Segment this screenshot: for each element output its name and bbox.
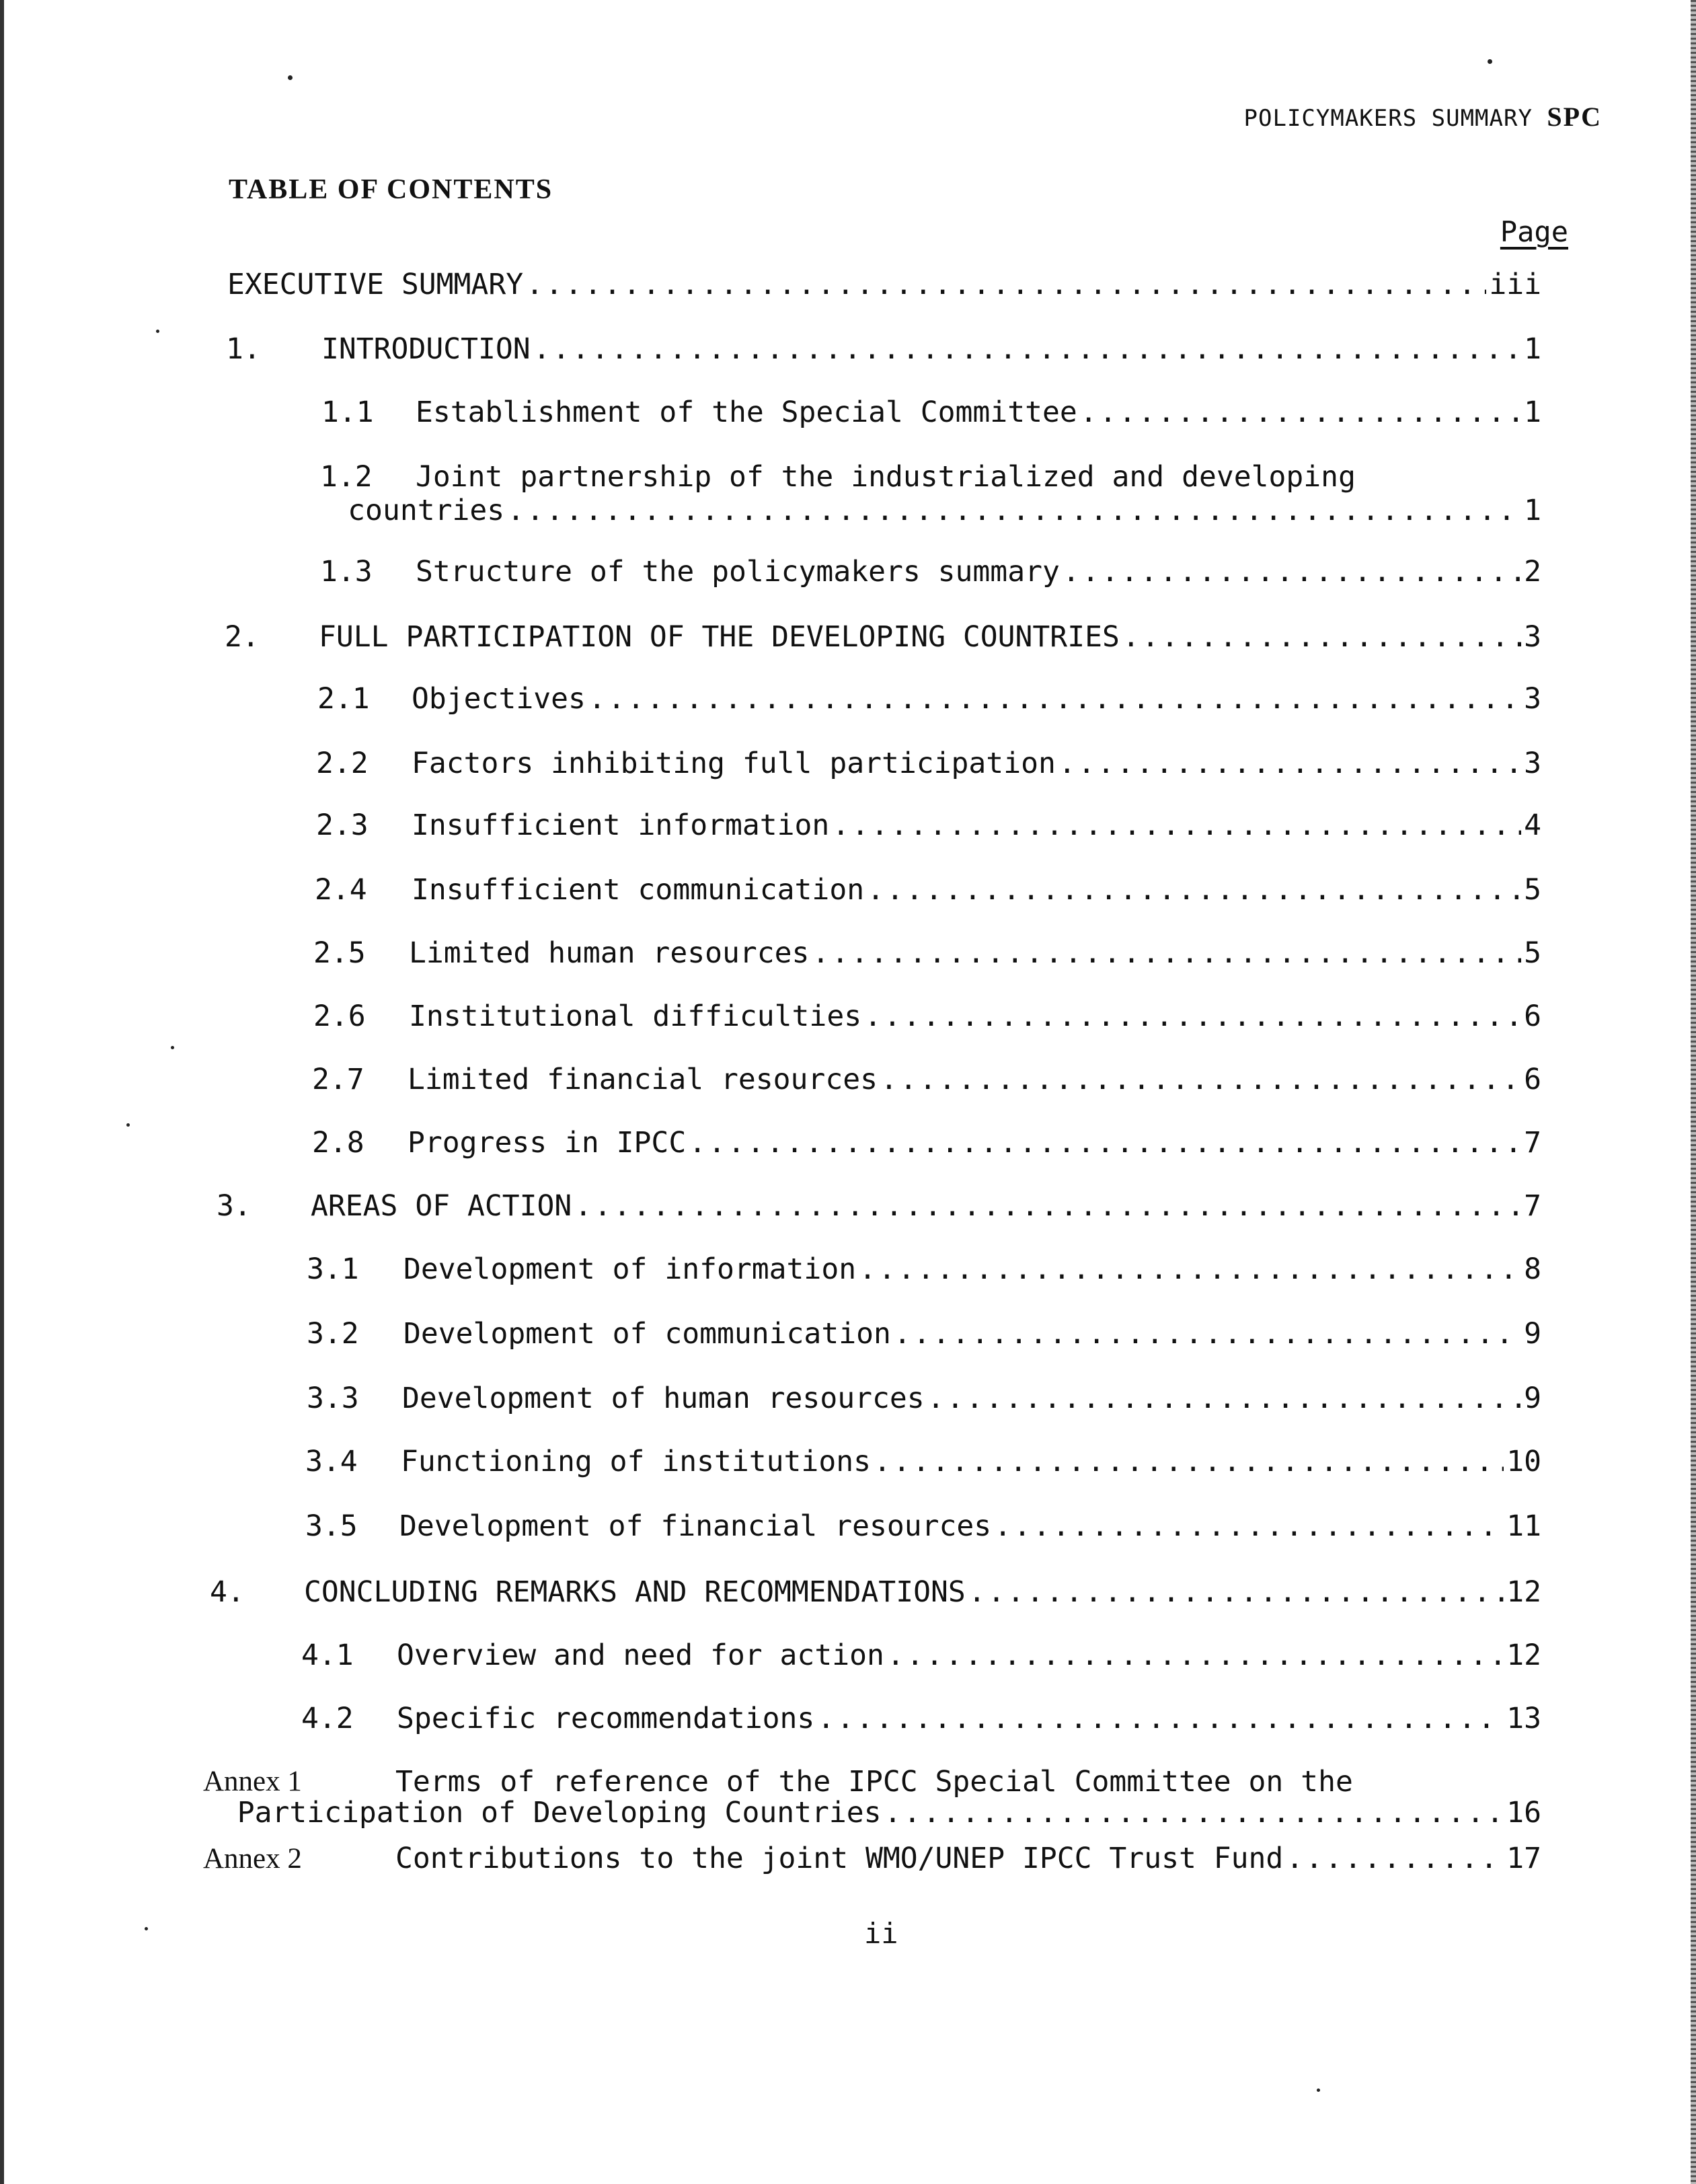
toc-entry-number: 4.1 [301,1639,354,1672]
scan-speck [145,1927,148,1930]
toc-entry-text: Factors inhibiting full participation [412,747,1056,780]
toc-entry-number: 3. [217,1189,252,1223]
toc-entry-page: 16 [1506,1796,1541,1830]
toc-entry-page: 5 [1524,936,1541,970]
toc-entry-section-3[interactable] [217,1189,1541,1223]
toc-entry-page: 6 [1524,1000,1541,1033]
toc-entry-annex-1[interactable] [203,1766,1541,1828]
toc-entry-page: 3 [1524,747,1541,780]
toc-entry-section-4[interactable] [210,1575,1541,1609]
toc-entry-number: 2.6 [313,1000,366,1033]
toc-entry-page: 13 [1506,1702,1541,1735]
toc-leader-dots [1122,620,1521,654]
toc-entry-number: 2.1 [317,682,370,716]
toc-leader-dots [507,494,1521,527]
toc-entry-number: 1.3 [320,555,373,589]
toc-entry-text-line1: Joint partnership of the industrialized and developing [416,460,1356,494]
toc-entry-text: EXECUTIVE SUMMARY [227,268,524,301]
toc-entry-page: 6 [1524,1063,1541,1096]
toc-entry-text: Development of financial resources [399,1509,992,1543]
toc-entry-text: Contributions to the joint WMO/UNEP IPCC Trust Fund [395,1842,1284,1875]
toc-entry-2-3[interactable] [316,808,1541,842]
toc-leader-dots [887,1639,1504,1672]
toc-entry-page: 1 [1524,332,1541,366]
toc-entry-text: Structure of the policymakers summary [416,555,1060,589]
toc-entry-number: 2.3 [316,808,369,842]
toc-entry-text: FULL PARTICIPATION OF THE DEVELOPING COUNTRIES [319,620,1120,654]
toc-entry-text-line2: Participation of Developing Countries [237,1796,882,1830]
toc-entry-text: Institutional difficulties [409,1000,862,1033]
toc-entry-text: Progress in IPCC [408,1126,687,1160]
toc-entry-number: 3.4 [305,1445,358,1478]
scan-speck [156,330,159,333]
toc-entry-page: 3 [1524,682,1541,716]
toc-leader-dots [968,1575,1504,1609]
scan-speck [171,1046,174,1049]
toc-entry-text: Insufficient information [412,808,830,842]
toc-entry-number: 4. [210,1575,245,1609]
toc-entry-text: AREAS OF ACTION [311,1189,572,1223]
toc-entry-text: Insufficient communication [412,873,865,907]
toc-entry-page: 2 [1524,555,1541,589]
toc-entry-page: 9 [1524,1382,1541,1415]
toc-leader-dots [1080,396,1521,429]
toc-entry-1-2[interactable] [320,460,1541,527]
toc-entry-page: 10 [1506,1445,1541,1478]
toc-entry-2-4[interactable] [315,873,1541,907]
toc-entry-number: 2.7 [312,1063,364,1096]
toc-entry-annex-2[interactable] [203,1842,1541,1875]
scan-speck [1317,2088,1320,2092]
toc-entry-2-7[interactable] [312,1063,1541,1096]
toc-entry-4-1[interactable] [301,1639,1541,1672]
running-header [1244,101,1602,133]
toc-entry-number: 2.4 [315,873,367,907]
toc-entry-number: Annex 2 [203,1843,302,1875]
toc-entry-4-2[interactable] [301,1702,1541,1735]
toc-title: TABLE OF CONTENTS [229,174,553,205]
toc-entry-3-2[interactable] [307,1317,1541,1351]
toc-entry-number: 3.2 [307,1317,359,1351]
toc-entry-text: CONCLUDING REMARKS AND RECOMMENDATIONS [304,1575,966,1609]
toc-entry-page: 12 [1506,1575,1541,1609]
toc-entry-text: Specific recommendations [397,1702,815,1735]
toc-leader-dots [864,1000,1521,1033]
toc-entry-2-5[interactable] [313,936,1541,970]
toc-leader-dots [574,1189,1521,1223]
toc-entry-text: Development of human resources [402,1382,925,1415]
toc-entry-number: 3.5 [305,1509,358,1543]
toc-leader-dots [533,332,1521,366]
scan-left-edge [0,0,4,2184]
toc-entry-number: 2.2 [316,747,369,780]
toc-entry-page: 5 [1524,873,1541,907]
toc-entry-number: 3.3 [307,1382,359,1415]
scan-speck [288,75,293,80]
toc-entry-text-line2: countries [348,494,505,527]
toc-entry-text: Functioning of institutions [401,1445,871,1478]
toc-entry-page: 8 [1524,1252,1541,1286]
toc-leader-dots [588,682,1521,716]
toc-entry-1-3[interactable] [320,555,1541,589]
toc-entry-page: 7 [1524,1126,1541,1160]
scan-speck [126,1123,130,1127]
toc-leader-dots [884,1797,1504,1828]
toc-entry-page: 4 [1524,808,1541,842]
toc-entry-text: Development of communication [403,1317,891,1351]
toc-entry-page: 1 [1524,396,1541,429]
toc-leader-dots [689,1126,1521,1160]
toc-entry-number: 2.8 [312,1126,364,1160]
toc-entry-1-1[interactable] [321,396,1541,429]
toc-entry-3-3[interactable] [307,1382,1541,1415]
toc-leader-dots [927,1382,1521,1415]
scan-speck [1488,59,1492,64]
toc-entry-text: Development of information [403,1252,857,1286]
toc-leader-dots [994,1509,1504,1543]
toc-leader-dots [817,1702,1504,1735]
toc-entry-number: 1.2 [320,460,373,494]
page-number: ii [864,1917,898,1950]
toc-entry-section-2[interactable] [225,620,1541,654]
toc-entry-text: Limited human resources [409,936,810,970]
toc-leader-dots [812,936,1521,970]
toc-entry-3-1[interactable] [307,1252,1541,1286]
toc-entry-page: 3 [1524,620,1541,654]
toc-entry-number: 3.1 [307,1252,359,1286]
toc-entry-number: 1. [226,332,261,366]
page-column-label: Page [1500,215,1568,248]
toc-entry-page: 9 [1524,1317,1541,1351]
toc-leader-dots [1286,1842,1504,1875]
toc-entry-text: Overview and need for action [397,1639,884,1672]
toc-entry-2-2[interactable] [316,747,1541,780]
toc-leader-dots [867,873,1521,907]
toc-entry-text-line1: Terms of reference of the IPCC Special Committee on the [395,1765,1353,1799]
toc-entry-number: 2. [225,620,260,654]
toc-leader-dots [880,1063,1521,1096]
toc-entry-number: 4.2 [301,1702,354,1735]
toc-entry-page: 7 [1524,1189,1541,1223]
toc-entry-text: Establishment of the Special Committee [416,396,1077,429]
toc-entry-number: 2.5 [313,936,366,970]
toc-entry-2-1[interactable] [317,682,1541,716]
toc-entry-section-1[interactable] [226,332,1541,366]
toc-entry-number: 1.1 [321,396,374,429]
toc-entry-executive-summary[interactable] [227,268,1541,301]
toc-entry-2-8[interactable] [312,1126,1541,1160]
toc-entry-3-4[interactable] [305,1445,1541,1478]
toc-entry-number: Annex 1 [203,1766,302,1797]
toc-entry-2-6[interactable] [313,1000,1541,1033]
toc-leader-dots [832,808,1521,842]
toc-leader-dots [859,1252,1521,1286]
toc-leader-dots [1063,555,1521,589]
toc-leader-dots [874,1445,1504,1478]
toc-entry-page: iii [1489,268,1541,301]
toc-leader-dots [526,268,1486,301]
toc-entry-page: 17 [1506,1842,1541,1875]
toc-entry-page: 11 [1506,1509,1541,1543]
toc-entry-page: 1 [1524,494,1541,527]
toc-entry-text: Objectives [412,682,586,716]
toc-entry-page: 12 [1506,1639,1541,1672]
header-code: SPC [1547,102,1602,132]
running-title: POLICYMAKERS SUMMARY [1243,105,1533,132]
toc-leader-dots [1058,747,1521,780]
toc-entry-text: INTRODUCTION [321,332,531,366]
toc-leader-dots [894,1317,1521,1351]
scan-right-edge [1691,0,1696,2184]
toc-entry-text: Limited financial resources [408,1063,878,1096]
toc-entry-3-5[interactable] [305,1509,1541,1543]
